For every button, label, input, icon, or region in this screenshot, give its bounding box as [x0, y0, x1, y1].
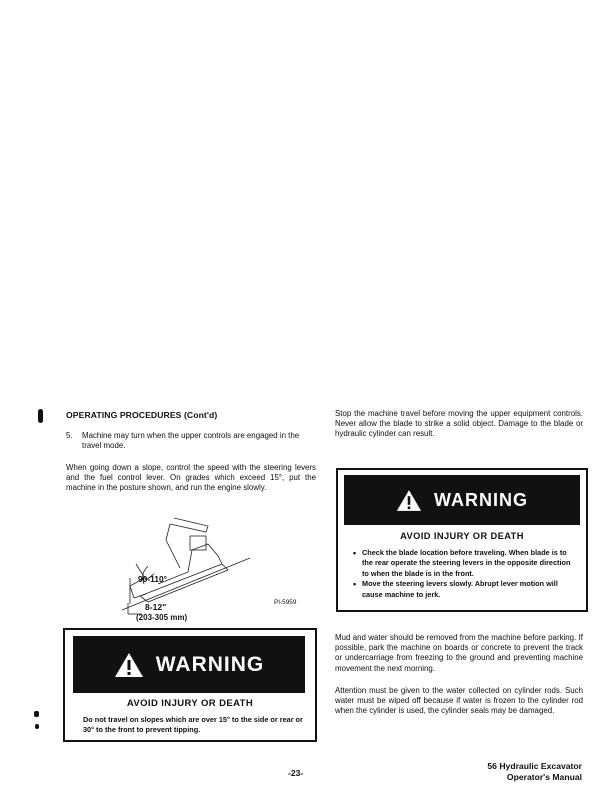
figure-reference-code: PI-5959 — [274, 599, 297, 606]
warning-triangle-icon — [396, 489, 422, 512]
warning-body: Do not travel on slopes which are over 15° to the side or rear or 30° to the front to prevent tipping. — [83, 715, 303, 735]
warning-bullets — [352, 548, 574, 600]
warning-bullet-item: • Check the blade location before traveling. When blade is to the rear operate the steering levers in the opposite direction to when the blade is in the front. — [362, 548, 574, 579]
warning-box-right — [336, 468, 588, 612]
height-mm-label: (203-305 mm) — [136, 613, 188, 622]
page-number: -23- — [288, 768, 304, 778]
slope-paragraph: When going down a slope, control the speed with the steering levers and the fuel control lever. On grades which exceed 15°, put the machine in the posture shown, and run the engine slowly. — [66, 463, 316, 493]
warning-title: WARNING — [155, 652, 265, 676]
binder-mark — [38, 409, 43, 423]
list-item-text: Machine may turn when the upper controls are engaged in the travel mode. — [82, 431, 300, 451]
section-heading: OPERATING PROCEDURES (Cont'd) — [66, 410, 218, 420]
warning-subtitle: AVOID INJURY OR DEATH — [126, 698, 254, 709]
stop-paragraph: Stop the machine travel before moving the upper equipment controls. Never allow the blade to strike a solid object. Damage to the blade or hydraulic cylinder can result. — [335, 409, 583, 439]
slope-posture-figure — [110, 508, 320, 624]
list-item-number: 5. — [66, 431, 73, 440]
binder-mark — [34, 711, 39, 717]
warning-triangle-icon — [114, 652, 144, 678]
warning-banner — [344, 475, 580, 525]
binder-mark — [35, 724, 39, 729]
warning-subtitle: AVOID INJURY OR DEATH — [400, 531, 524, 541]
water-paragraph: Attention must be given to the water collected on cylinder rods. Such water must be wiped off because if water is frozen to the cylinder rod when the cylinder is used, the cylinder seals may be damaged. — [335, 686, 583, 716]
manual-title-line2: Operator's Manual — [506, 772, 582, 782]
angle-label: 90-110° — [138, 574, 167, 584]
excavator-illustration — [110, 508, 320, 624]
warning-banner — [73, 636, 305, 693]
warning-title: WARNING — [434, 489, 528, 510]
warning-bullet-item: • Move the steering levers slowly. Abrupt lever motion will cause machine to jerk. — [362, 579, 574, 600]
mud-paragraph: Mud and water should be removed from the machine before parking. If possible, park the machine on boards or concrete to prevent the track or undercarriage from freezing to the ground and preventing machine movement the next morning. — [335, 633, 583, 673]
warning-box-left — [63, 628, 317, 742]
height-label: 8-12" — [145, 602, 167, 612]
manual-title-line1: 56 Hydraulic Excavator — [487, 761, 582, 771]
